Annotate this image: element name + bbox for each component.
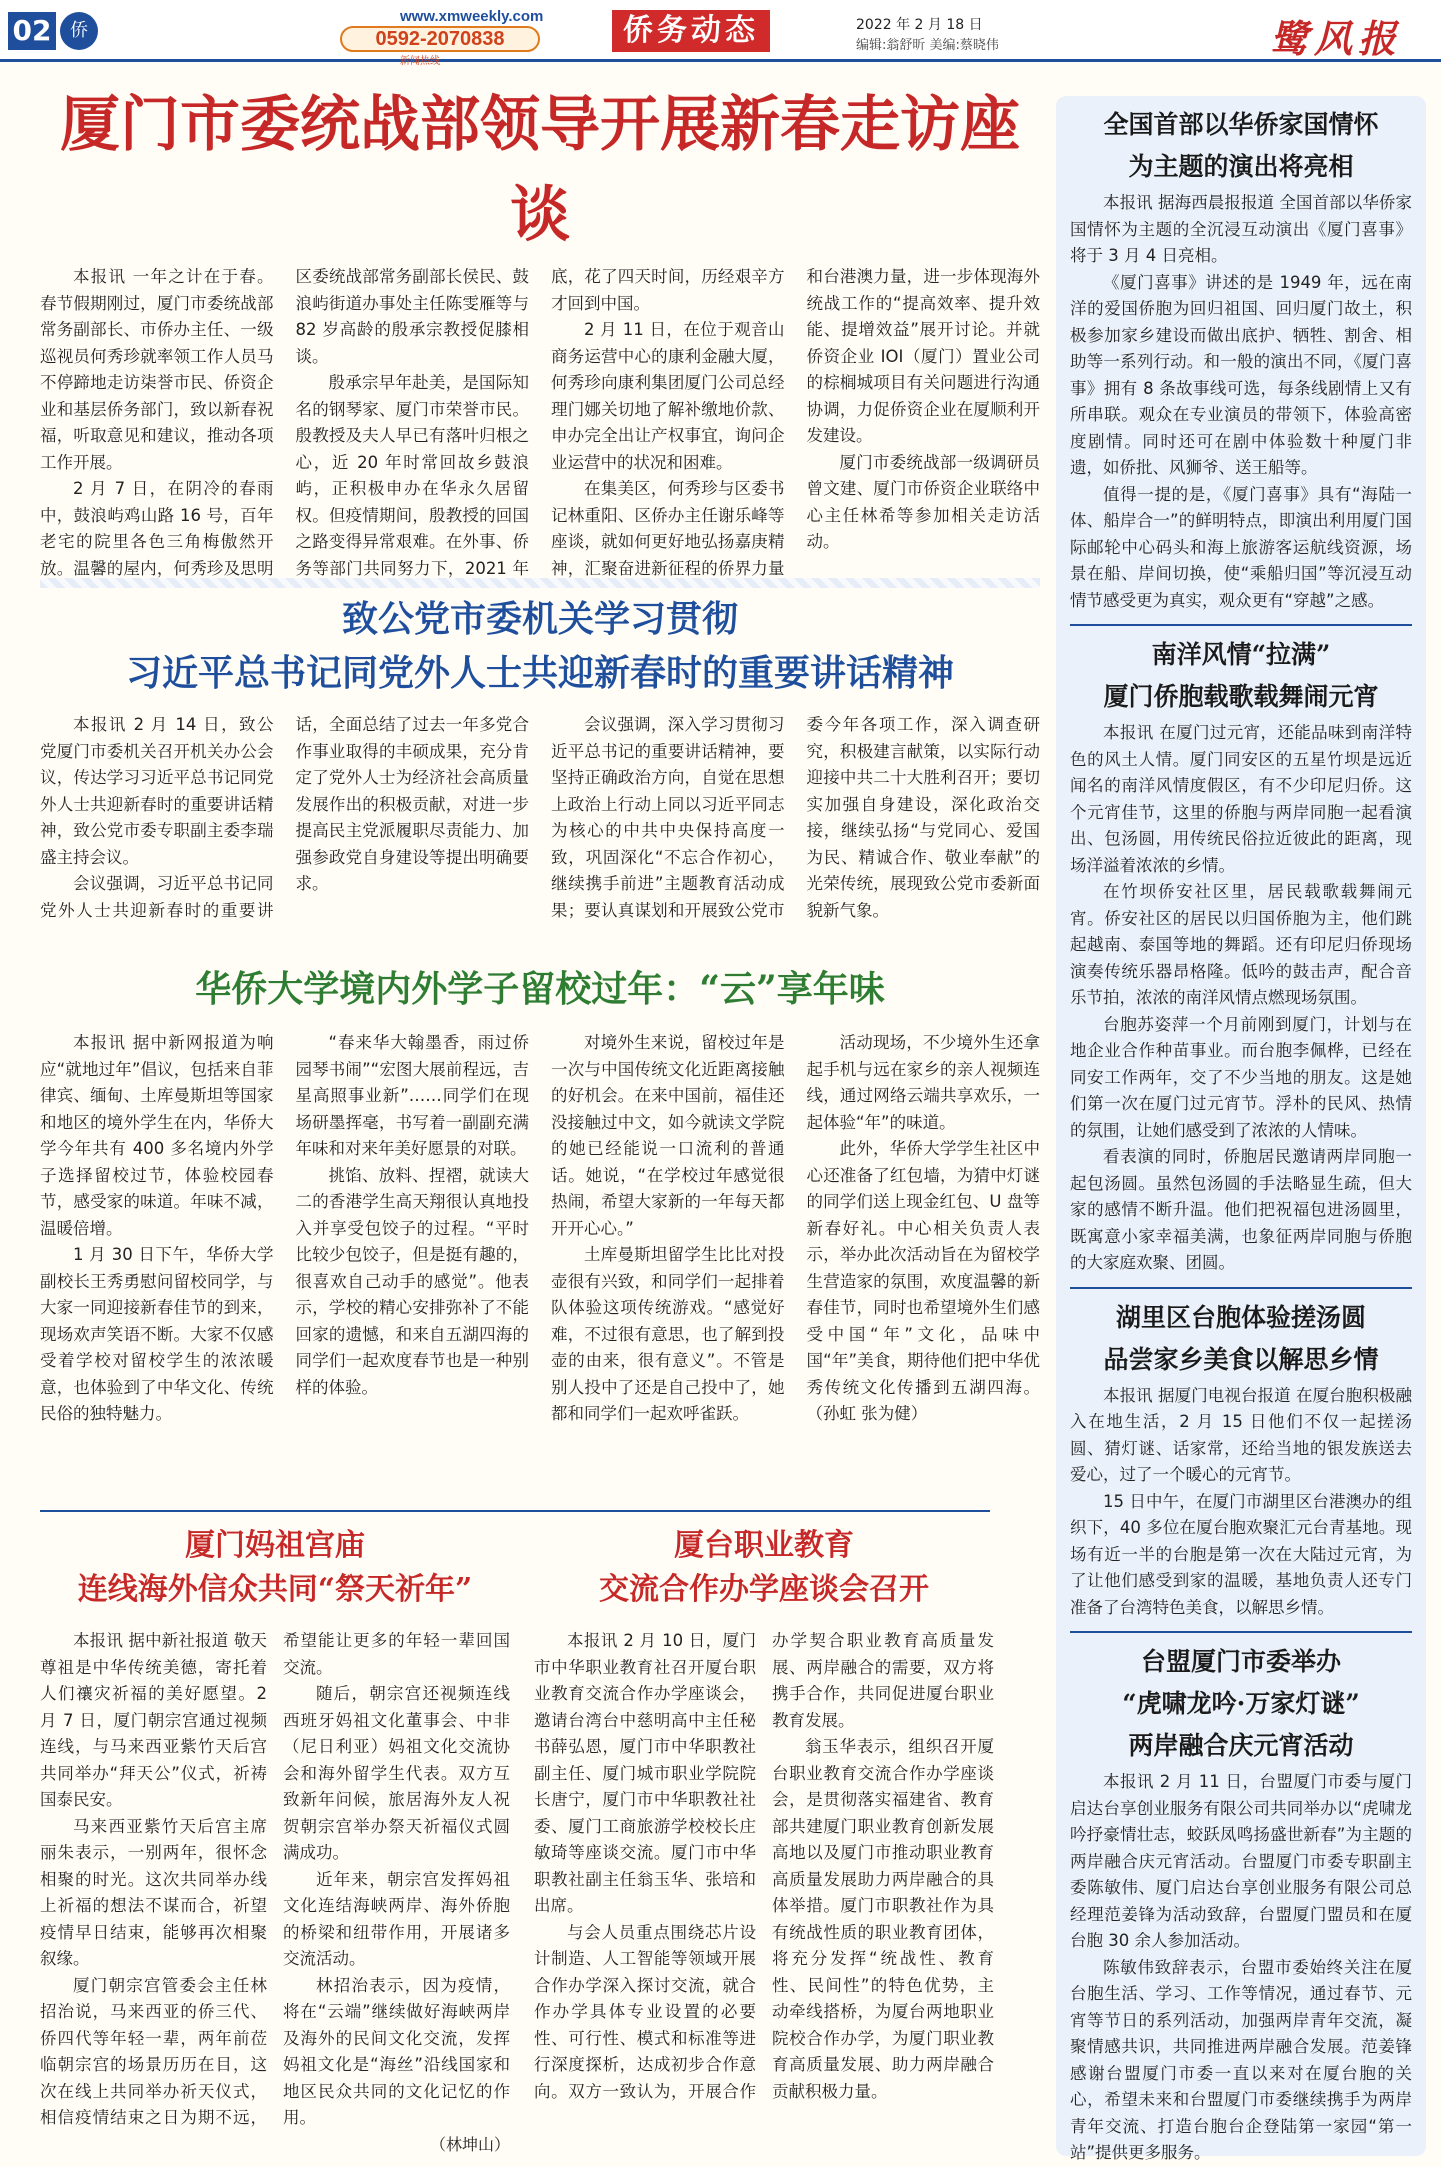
paragraph: 本报讯 2 月 14 日，致公党厦门市委机关召开机关办公会议，传达学习习近平总书记同党外人士共迎新春时的重要讲话精神，致公党市委专职副主委李瑞盛主持会议。 bbox=[40, 715, 274, 867]
paragraph: “春来华大翰墨香，雨过侨园琴书闹”“宏图大展前程远，吉星高照事业新”……同学们在现场研墨挥毫，书写着一副副充满年味和对来年美好愿景的对联。 bbox=[295, 1033, 529, 1158]
paragraph: 活动现场，不少境外生还拿起手机与远在家乡的亲人视频连线，通过网络云端共享欢乐，一起体验“年”的味道。 bbox=[806, 1033, 1040, 1132]
article-body bbox=[40, 712, 1040, 974]
paragraph: 近年来，朝宗宫发挥妈祖文化连结海峡两岸、海外侨胞的桥梁和纽带作用，开展诸多交流活动。 bbox=[283, 1869, 510, 1968]
paragraph: 本报讯 据中新社报道 敬天尊祖是中华传统美德，寄托着人们禳灾祈福的美好愿望。2 月 7 日，厦门朝宗宫通过视频连线，与马来西亚紫竹天后宫共同举办“拜天公”仪式，祈祷国泰民安。 bbox=[40, 1631, 267, 1809]
paragraph: 厦门市委统战部一级调研员曾文建、厦门市侨资企业联络中心主任林希等参加相关走访活动。 bbox=[806, 452, 1040, 551]
paragraph: 土库曼斯坦留学生比比对投壶很有兴致，和同学们一起排着队体验这项传统游戏。“感觉好难，不过很有意思，也了解到投壶的由来，很有意义”。不管是别人投中了还是自己投中了，她都和同学们一起欢呼雀跃。 bbox=[551, 1245, 785, 1423]
headline-line2: “虎啸龙吟·万家灯谜” bbox=[1122, 1689, 1360, 1718]
byline: （林坤山） bbox=[429, 2134, 510, 2154]
sidebar-divider bbox=[1070, 624, 1412, 626]
sidebar-article-performance bbox=[1070, 106, 1412, 614]
sidebar bbox=[1056, 96, 1426, 2162]
hotline-number: 0592-2070838 bbox=[340, 26, 540, 52]
paragraph: 对境外生来说，留校过年是一次与中国传统文化近距离接触的好机会。在来中国前，福佳还没接触过中文，如今就读文学院的她已经能说一口流利的普通话。她说，“在学校过年感觉很热闹，希望大家新的一年每天都开开心心。” bbox=[551, 1033, 785, 1238]
headline-line1: 致公党市委机关学习贯彻 bbox=[341, 598, 738, 640]
headline-line2: 为主题的演出将亮相 bbox=[1128, 152, 1354, 181]
paragraph: 在竹坝侨安社区里，居民载歌载舞闹元宵。侨安社区的居民以归国侨胞为主，他们跳起越南、泰国等地的舞蹈。还有印尼归侨现场演奏传统乐器昂格隆。低吟的鼓击声，配合音乐节拍，浓浓的南洋风情点燃现场氛围。 bbox=[1070, 882, 1412, 1007]
paragraph: 会议强调，深入学习贯彻习近平总书记的重要讲话精神，要坚持正确政治方向，自觉在思想上政治上行动上同以习近平同志为核心的中共中央保持高度一致，巩固深化“不忘合作初心，继续携手前进”主题教育活动成果；要认真谋划和开展致公党市委今年各项工作，深入调查研究，积极建言献策，以实际行动迎接中共二十大胜利召开；要切实加强自身建设，深化政治交接，继续弘扬“与党同心、爱国为民、精诚合作、敬业奉献”的光荣传统，展现致公党市委新面貌新气象。 bbox=[551, 715, 1040, 920]
article-body bbox=[40, 1030, 1040, 1526]
paragraph: 《厦门喜事》讲述的是 1949 年，远在南洋的爱国侨胞为回归祖国、回归厦门故土，积极参加家乡建设而做出底护、牺牲、割舍、相助等一系列行动。和一般的演出不同，《厦门喜事》拥有 8 条故事线可选，每条线剧情上又有所串联。观众在专业演员的带领下，体验高密度剧情。同时还可在剧中体验数十种厦门非遗，如侨批、风狮爷、送王船等。 bbox=[1070, 272, 1412, 477]
article-vocational-education bbox=[534, 1524, 994, 2167]
paragraph: 会议强调，习近平总书记同党外人士共迎新春时的重要讲话，全面总结了过去一年多党合作事业取得的丰硕成果，充分肯定了党外人士为经济社会高质量发展作出的积极贡献，对进一步提高民主党派履职尽责能力、加强参政党自身建设等提出明确要求。 bbox=[40, 715, 529, 920]
paragraph: 本报讯 2 月 10 日，厦门市中华职业教育社召开厦台职业教育交流合作办学座谈会，邀请台湾台中慈明高中主任秘书薛弘恩，厦门市中华职教社副主任、厦门城市职业学院院长唐宁，厦门市中华职教社社委、厦门工商旅游学校校长庄敏琦等座谈交流。厦门市中华职教社副主任翁玉华、张培和出席。 bbox=[534, 1631, 756, 1915]
paragraph: 马来西亚紫竹天后宫主席丽朱表示，一别两年，很怀念相聚的时光。这次共同举办线上祈福的想法不谋而合，祈望疫情早日结束，能够再次相聚叙缘。 bbox=[40, 1816, 267, 1968]
headline-line1: 台盟厦门市委举办 bbox=[1140, 1647, 1341, 1676]
paragraph: 厦门朝宗宫管委会主任林招治说，马来西亚的侨三代、侨四代等年轻一辈，两年前莅临朝宗宫的场景历历在目，这次在线上共同举办祈天仪式，相信疫情结束之日为期不远，希望能让更多的年轻一辈回国交流。 bbox=[40, 1631, 510, 2127]
sidebar-article-huli bbox=[1070, 1299, 1412, 1622]
page-badge: 侨 bbox=[60, 12, 98, 50]
issue-date: 2022 年 2 月 18 日 bbox=[856, 17, 983, 33]
headline-line2: 习近平总书记同党外人士共迎新春时的重要讲话精神 bbox=[125, 652, 954, 694]
headline-line1: 厦门妈祖宫庙 bbox=[185, 1528, 365, 1563]
headline-line2: 厦门侨胞载歌载舞闹元宵 bbox=[1103, 682, 1379, 711]
headline-line1: 厦台职业教育 bbox=[674, 1528, 854, 1563]
paragraph: 2 月 7 日，在阴冷的春雨中，鼓浪屿鸡山路 16 号，百年老宅的院里各色三角梅傲然开放。温馨的屋内，何秀珍及思明区委统战部常务副部长侯民、鼓浪屿街道办事处主任陈雯雁等与 82 岁高龄的殷承宗教授促膝相谈。 bbox=[40, 267, 529, 578]
paragraph: 值得一提的是，《厦门喜事》具有“海陆一体、船岸合一”的鲜明特点，即演出利用厦门国际邮轮中心码头和海上旅游客运航线资源，场景在船、岸间切换，使“乘船归国”等沉浸互动情节感受更为真实，观众更有“穿越”之感。 bbox=[1070, 484, 1412, 610]
article-body bbox=[1070, 1383, 1412, 1622]
article-huaqiao-university bbox=[40, 962, 1040, 1526]
paragraph: 林招治表示，因为疫情，将在“云端”继续做好海峡两岸及海外的民间文化交流，发挥妈祖文化是“海丝”沿线国家和地区民众共同的文化记忆的作用。 bbox=[283, 1975, 510, 2127]
paragraph: 翁玉华表示，组织召开厦台职业教育交流合作办学座谈会，是贯彻落实福建省、教育部共建厦门职业教育创新发展高地以及厦门市推动职业教育高质量发展助力两岸融合的具体举措。厦门市职教社作为具有统战性质的职业教育团体，将充分发挥“统战性、教育性、民间性”的特色优势，主动牵线搭桥，为厦台两地职业院校合作办学，为厦门职业教育高质量发展、助力两岸融合贡献积极力量。 bbox=[772, 1737, 994, 2101]
article-body bbox=[1070, 1769, 1412, 2167]
article-body bbox=[1070, 190, 1412, 614]
paragraph: 此外，华侨大学学生社区中心还准备了红包墙，为猜中灯谜的同学们送上现金红包、U 盘等新春好礼。中心相关负责人表示，举办此次活动旨在为留校学生营造家的氛围，欢度温馨的新春佳节，同时也希望境外生们感受中国“年”文化，品味中国“年”美食，期待他们把中华优秀传统文化传播到五湖四海。（孙虹 张为健） bbox=[806, 1139, 1040, 1423]
article-body bbox=[40, 1628, 510, 2167]
headline-line3: 两岸融合庆元宵活动 bbox=[1128, 1731, 1354, 1760]
hotline-note: 新闻热线 bbox=[400, 56, 440, 67]
page-number: 02 bbox=[8, 12, 56, 50]
newspaper-logo: 鹭风报 bbox=[1270, 16, 1403, 61]
editors-credit: 编辑:翁舒昕 美编:蔡晓伟 bbox=[856, 38, 999, 53]
paragraph: 本报讯 2 月 11 日，台盟厦门市委与厦门启达台享创业服务有限公司共同举办以“虎啸龙吟抒豪情壮志，蛟跃凤鸣扬盛世新春”为主题的两岸融合庆元宵活动。台盟厦门市委专职副主委陈敏伟、厦门启达台享创业服务有限公司总经理范姜锋为活动致辞，台盟厦门盟员和在厦台胞 30 余人参加活动。 bbox=[1070, 1772, 1412, 1950]
paragraph: 随后，朝宗宫还视频连线西班牙妈祖文化董事会、中非（尼日利亚）妈祖文化交流协会和海外留学生代表。双方互致新年问候，旅居海外友人祝贺朝宗宫举办祭天祈福仪式圆满成功。 bbox=[283, 1684, 510, 1862]
paragraph: 本报讯 据海西晨报报道 全国首部以华侨家国情怀为主题的全沉浸互动演出《厦门喜事》将于 3 月 4 日亮相。 bbox=[1070, 193, 1412, 265]
website-link[interactable]: www.xmweekly.com bbox=[400, 8, 544, 25]
sidebar-article-taimeng bbox=[1070, 1643, 1412, 2167]
paragraph: 殷承宗早年赴美，是国际知名的钢琴家、厦门市荣誉市民。殷教授及夫人早已有落叶归根之心，近 20 年时常回故乡鼓浪屿，正积极申办在华永久居留权。但疫情期间，殷教授的回国之路变得异常艰难。在外事、侨务等部门共同努力下，2021 年底，花了四天时间，历经艰辛方才回到中国。 bbox=[295, 267, 785, 578]
headline: 华侨大学境内外学子留校过年：“云”享年味 bbox=[195, 968, 885, 1010]
page-header bbox=[0, 0, 1441, 67]
paragraph: 1 月 30 日下午，华侨大学副校长王秀勇慰问留校同学，与大家一同迎接新春佳节的到来，现场欢声笑语不断。大家不仅感受着学校对留校学生的浓浓暖意，也体验到了中华文化、传统民俗的独特魅力。 bbox=[40, 1245, 274, 1423]
paragraph: 看表演的同时，侨胞居民邀请两岸同胞一起包汤圆。虽然包汤圆的手法略显生疏，但大家的感情不断升温。他们把祝福包进汤圆里，既寓意小家幸福美满，也象征两岸同胞与侨胞的大家庭欢聚、团圆。 bbox=[1070, 1147, 1412, 1272]
paragraph: 本报讯 一年之计在于春。春节假期刚过，厦门市委统战部常务副部长、市侨办主任、一级巡视员何秀珍就率领工作人员马不停蹄地走访柒誉市民、侨资企业和基层侨务部门，致以新春祝福，听取意见和建议，推动各项工作开展。 bbox=[40, 267, 274, 472]
headline-line1: 全国首部以华侨家国情怀 bbox=[1103, 110, 1379, 139]
paragraph: 台胞苏姿萍一个月前刚到厦门，计划与在地企业合作种苗事业。而台胞李佩桦，已经在同安工作两年，交了不少当地的朋友。这是她们第一次在厦门过元宵节。浮朴的民风、热情的氛围，让她们感受到了浓浓的人情味。 bbox=[1070, 1014, 1412, 1140]
sidebar-divider bbox=[1070, 1287, 1412, 1289]
sidebar-article-nanyang bbox=[1070, 636, 1412, 1277]
paragraph: 2 月 11 日，在位于观音山商务运营中心的康利金融大厦，何秀珍向康利集团厦门公司总经理门娜关切地了解补缴地价款、申办完全出让产权事宜，询问企业运营中的状况和困难。 bbox=[551, 320, 785, 472]
article-body bbox=[534, 1628, 994, 2167]
article-body bbox=[1070, 720, 1412, 1277]
headline-line2: 连线海外信众共同“祭天祈年” bbox=[77, 1572, 473, 1607]
paragraph: 挑馅、放料、捏褶，就读大二的香港学生高天翔很认真地投入并享受包饺子的过程。“平时比较少包饺子，但是挺有趣的，很喜欢自己动手的感觉”。他表示，学校的精心安排弥补了不能回家的遗憾，和来自五湖四海的同学们一起欢度春节也是一种别样的体验。 bbox=[295, 1165, 529, 1397]
sidebar-divider bbox=[1070, 1631, 1412, 1633]
paragraph: 在集美区，何秀珍与区委书记林重阳、区侨办主任谢乐峰等座谈，就如何更好地弘扬嘉庚精神，汇聚奋进新征程的侨界力量和台港澳力量，进一步体现海外统战工作的“提高效率、提升效能、提增效益”展开讨论。并就侨资企业 IOI（厦门）置业公司的棕榈城项目有关问题进行沟通协调，力促侨资企业在厦顺利开发建设。 bbox=[551, 267, 1040, 578]
headline-line1: 南洋风情“拉满” bbox=[1151, 640, 1331, 669]
headline-line2: 品尝家乡美食以解思乡情 bbox=[1103, 1344, 1379, 1374]
paragraph: 与会人员重点围绕芯片设计制造、人工智能等领域开展合作办学深入探讨交流，就合作办学具体专业设置的必要性、可行性、模式和标准等进行深度探析，达成初步合作意向。双方一致认为，开展合作办学契合职业教育高质量发展、两岸融合的需要，双方将携手合作，共同促进厦台职业教育发展。 bbox=[534, 1631, 994, 2101]
paragraph: 本报讯 据中新网报道为响应“就地过年”倡议，包括来自菲律宾、缅甸、土库曼斯坦等国家和地区的境外学生在内，华侨大学今年共有 400 多名境内外学子选择留校过节，体验校园春节，感受家的味道。年味不减，温暖倍增。 bbox=[40, 1033, 274, 1238]
paragraph: 本报讯 据厦门电视台报道 在厦台胞积极融入在地生活，2 月 15 日他们不仅一起搓汤圆、猜灯谜、话家常，还给当地的银发族送去爱心，过了一个暖心的元宵节。 bbox=[1070, 1385, 1412, 1484]
article-mazu-temple bbox=[40, 1524, 510, 2167]
section-rule bbox=[40, 1510, 990, 1512]
paragraph: 15 日中午，在厦门市湖里区台港澳办的组织下，40 多位在厦台胞欢聚汇元台青基地。现场有近一半的台胞是第一次在大陆过元宵，为了让他们感受到家的温暖，基地负责人还专门准备了台湾特色美食，以解思乡情。 bbox=[1070, 1491, 1412, 1617]
section-title: 侨务动态 bbox=[612, 10, 770, 52]
section-divider bbox=[40, 578, 1040, 588]
headline-line2: 交流合作办学座谈会召开 bbox=[599, 1572, 929, 1607]
headline-line1: 湖里区台胞体验搓汤圆 bbox=[1115, 1302, 1366, 1332]
article-zhigong-party bbox=[40, 592, 1040, 974]
headline: 厦门市委统战部领导开展新春走访座谈 bbox=[60, 90, 1020, 250]
paragraph: 本报讯 在厦门过元宵，还能品味到南洋特色的风土人情。厦门同安区的五星竹坝是远近闻名的南洋风情度假区，有不少印尼归侨。这个元宵佳节，这里的侨胞与两岸同胞一起看演出、包汤圆，用传统民俗拉近彼此的距离，现场洋溢着浓浓的乡情。 bbox=[1070, 723, 1412, 875]
paragraph: 陈敏伟致辞表示，台盟市委始终关注在厦台胞生活、学习、工作等情况，通过春节、元宵等节日的系列活动，加强两岸青年交流，凝聚情感共识，共同推进两岸融合发展。范姜锋感谢台盟厦门市委一直以来对在厦台胞的关心，希望未来和台盟厦门市委继续携手为两岸青年交流、打造台胞台企登陆第一家园“第一站”提供更多服务。 bbox=[1070, 1957, 1412, 2162]
